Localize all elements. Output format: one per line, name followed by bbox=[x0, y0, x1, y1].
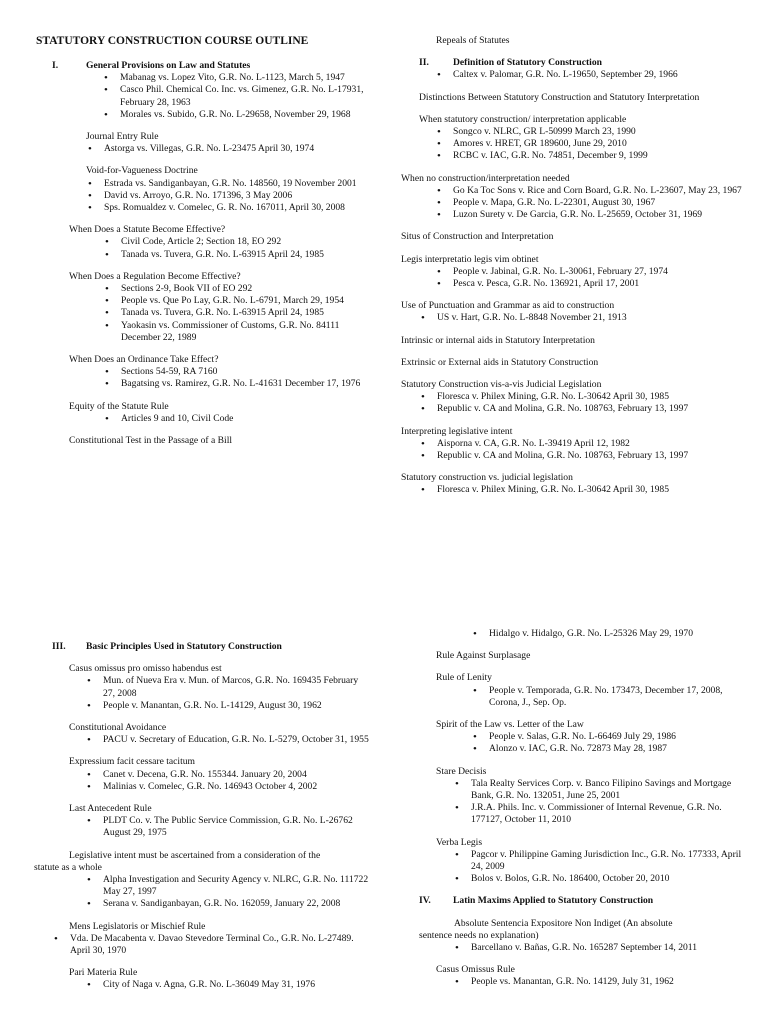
case-list bbox=[85, 979, 372, 991]
topic-heading: Stare Decisis bbox=[436, 765, 487, 777]
topic-heading: Distinctions Between Statutory Construction and Statutory Interpretation bbox=[419, 91, 700, 103]
topic-heading: Spirit of the Law vs. Letter of the Law bbox=[436, 719, 584, 731]
case-list bbox=[102, 72, 372, 121]
case-list bbox=[86, 178, 372, 215]
topic-heading: Repeals of Statutes bbox=[436, 35, 510, 46]
topic-heading: Use of Punctuation and Grammar as aid to construction bbox=[401, 300, 615, 312]
section-heading-4 bbox=[419, 895, 747, 907]
topic-heading-continued: statute as a whole bbox=[34, 861, 102, 873]
list-item: • Astorga vs. Villegas, G.R. No. L-23475 April 30, 1974 bbox=[86, 143, 372, 155]
document-title: STATUTORY CONSTRUCTION COURSE OUTLINE bbox=[36, 35, 309, 47]
list-item: • Amores v. HRET, GR 189600, June 29, 2010 bbox=[435, 138, 746, 150]
list-item: • Sps. Romualdez v. Comelec, G. R. No. 167011, April 30, 2008 bbox=[86, 202, 372, 214]
topic-heading: Mens Legislatoris or Mischief Rule bbox=[69, 920, 206, 932]
case-list bbox=[453, 976, 747, 988]
list-item: • People vs. Manantan, G.R. No. 14129, July 31, 1962 bbox=[453, 976, 747, 988]
topic-heading: Rule Against Surplasage bbox=[436, 650, 531, 662]
list-item: • Sections 2-9, Book VII of EO 292 bbox=[103, 283, 372, 295]
list-item: • Mabanag vs. Lopez Vito, G.R. No. L-1123, March 5, 1947 bbox=[102, 72, 372, 84]
list-item: • Alpha Investigation and Security Agency v. NLRC, G.R. No. 111722 May 27, 1997 bbox=[85, 874, 372, 898]
topic-heading: Intrinsic or internal aids in Statutory Interpretation bbox=[401, 334, 595, 346]
list-item: • Mun. of Nueva Era v. Mun. of Marcos, G.R. No. 169435 February 27, 2008 bbox=[85, 675, 372, 699]
list-item: • Floresca v. Philex Mining, G.R. No. L-30642 April 30, 1985 bbox=[419, 391, 746, 403]
case-list bbox=[52, 933, 372, 957]
list-item: • Articles 9 and 10, Civil Code bbox=[103, 413, 372, 425]
page1-left-column bbox=[52, 60, 372, 447]
list-item: • Tala Realty Services Corp. v. Banco Filipino Savings and Mortgage Bank, G.R. No. 132051, June 25, 2001 bbox=[453, 778, 747, 802]
case-list bbox=[435, 266, 746, 290]
topic-heading: Last Antecedent Rule bbox=[69, 803, 152, 815]
list-item: • Aisporna v. CA, G.R. No. L-39419 April 12, 1982 bbox=[419, 438, 746, 450]
topic-heading: Casus Omissus Rule bbox=[436, 964, 515, 976]
section-title: Basic Principles Used in Statutory Construction bbox=[86, 641, 282, 652]
case-list bbox=[85, 769, 372, 793]
list-item: • Yaokasin vs. Commissioner of Customs, G.R. No. 84111 December 22, 1989 bbox=[103, 320, 372, 344]
case-list bbox=[85, 734, 372, 746]
page1-right-column bbox=[401, 35, 746, 497]
list-item: • Songco v. NLRC, GR L-50999 March 23, 1990 bbox=[435, 126, 746, 138]
section-number: II. bbox=[419, 57, 429, 69]
topic-heading: When no construction/interpretation needed bbox=[401, 172, 570, 184]
section-number: I. bbox=[52, 60, 59, 71]
case-list bbox=[419, 484, 746, 496]
topic-heading: Constitutional Test in the Passage of a Bill bbox=[69, 435, 233, 447]
case-list bbox=[85, 815, 372, 839]
case-list bbox=[103, 413, 372, 425]
topic-heading: Verba Legis bbox=[436, 836, 483, 848]
case-list bbox=[103, 366, 372, 390]
case-list bbox=[419, 312, 746, 324]
topic-heading: Constitutional Avoidance bbox=[69, 722, 167, 734]
case-list bbox=[435, 69, 746, 81]
topic-heading: Expressium facit cessare tacitum bbox=[69, 756, 196, 768]
list-item: • David vs. Arroyo, G.R. No. 171396, 3 May 2006 bbox=[86, 190, 372, 202]
list-item: • Tanada vs. Tuvera, G.R. No. L-63915 April 24, 1985 bbox=[103, 249, 372, 261]
list-item: • J.R.A. Phils. Inc. v. Commissioner of Internal Revenue, G.R. No. 177127, October 11, 2010 bbox=[453, 802, 747, 826]
list-item: • Morales vs. Subido, G.R. No. L-29658, November 29, 1968 bbox=[102, 109, 372, 121]
topic-heading: When statutory construction/ interpretation applicable bbox=[419, 113, 627, 125]
page2-right-column bbox=[419, 628, 747, 989]
list-item: • Malinias v. Comelec, G.R. No. 146943 October 4, 2002 bbox=[85, 781, 372, 793]
case-list bbox=[471, 731, 747, 755]
list-item: • Floresca v. Philex Mining, G.R. No. L-30642 April 30, 1985 bbox=[419, 484, 746, 496]
topic-heading-continued: sentence needs no explanation) bbox=[419, 929, 539, 941]
list-item: • Alonzo v. IAC, G.R. No. 72873 May 28, 1987 bbox=[471, 743, 747, 755]
case-list bbox=[453, 778, 747, 827]
list-item: • Republic v. CA and Molina, G.R. No. 108763, February 13, 1997 bbox=[419, 450, 746, 462]
topic-heading: When Does a Statute Become Effective? bbox=[69, 224, 226, 236]
topic-heading: Absolute Sentencia Expositore Non Indiget (An absolute bbox=[454, 917, 673, 929]
topic-heading: When Does a Regulation Become Effective? bbox=[69, 270, 241, 282]
list-item: • Estrada vs. Sandiganbayan, G.R. No. 148560, 19 November 2001 bbox=[86, 178, 372, 190]
case-list bbox=[435, 126, 746, 163]
topic-heading: Pari Materia Rule bbox=[69, 967, 138, 979]
case-list bbox=[419, 391, 746, 415]
section-heading-1 bbox=[52, 60, 372, 72]
list-item: • US v. Hart, G.R. No. L-8848 November 21, 1913 bbox=[419, 312, 746, 324]
topic-heading: Situs of Construction and Interpretation bbox=[401, 231, 554, 243]
topic-heading: Interpreting legislative intent bbox=[401, 425, 513, 437]
list-item: • Luzon Surety v. De Garcia, G.R. No. L-25659, October 31, 1969 bbox=[435, 209, 746, 221]
list-item: • Sections 54-59, RA 7160 bbox=[103, 366, 372, 378]
list-item: • Hidalgo v. Hidalgo, G.R. No. L-25326 May 29, 1970 bbox=[471, 628, 747, 640]
case-list bbox=[85, 675, 372, 712]
section-heading-3 bbox=[52, 641, 372, 653]
section-number: III. bbox=[52, 641, 66, 652]
list-item: • Serana v. Sandiganbayan, G.R. No. 162059, January 22, 2008 bbox=[85, 898, 372, 910]
section-number: IV. bbox=[419, 895, 431, 907]
section-title: General Provisions on Law and Statutes bbox=[86, 60, 251, 71]
topic-heading: Journal Entry Rule bbox=[86, 131, 159, 143]
list-item: • Bagatsing vs. Ramirez, G.R. No. L-41631 December 17, 1976 bbox=[103, 378, 372, 390]
case-list bbox=[471, 628, 747, 640]
topic-heading: Casus omissus pro omisso habendus est bbox=[69, 663, 222, 675]
list-item: • Vda. De Macabenta v. Davao Stevedore Terminal Co., G.R. No. L-27489. April 30, 1970 bbox=[52, 933, 372, 957]
list-item: • People v. Temporada, G.R. No. 173473, December 17, 2008, Corona, J., Sep. Op. bbox=[471, 685, 747, 709]
case-list bbox=[453, 849, 747, 886]
list-item: • Caltex v. Palomar, G.R. No. L-19650, September 29, 1966 bbox=[435, 69, 746, 81]
list-item: • Casco Phil. Chemical Co. Inc. vs. Gimenez, G.R. No. L-17931, February 28, 1963 bbox=[102, 84, 372, 108]
section-title: Latin Maxims Applied to Statutory Construction bbox=[453, 895, 654, 907]
case-list bbox=[103, 236, 372, 260]
list-item: • Canet v. Decena, G.R. No. 155344. January 20, 2004 bbox=[85, 769, 372, 781]
topic-heading: Rule of Lenity bbox=[436, 672, 492, 684]
topic-heading: Void-for-Vagueness Doctrine bbox=[86, 165, 198, 177]
case-list bbox=[471, 685, 747, 709]
topic-heading: Statutory construction vs. judicial legislation bbox=[401, 472, 573, 484]
case-list bbox=[103, 283, 372, 344]
list-item: • Tanada vs. Tuvera, G.R. No. L-63915 April 24, 1985 bbox=[103, 307, 372, 319]
list-item: • People v. Mapa, G.R. No. L-22301, August 30, 1967 bbox=[435, 197, 746, 209]
list-item: • Civil Code, Article 2; Section 18, EO 292 bbox=[103, 236, 372, 248]
list-item: • RCBC v. IAC, G.R. No. 74851, December 9, 1999 bbox=[435, 150, 746, 162]
topic-heading: When Does an Ordinance Take Effect? bbox=[69, 354, 219, 366]
list-item: • Go Ka Toc Sons v. Rice and Corn Board, G.R. No. L-23607, May 23, 1967 bbox=[435, 185, 746, 197]
section-title: Definition of Statutory Construction bbox=[453, 57, 602, 69]
topic-heading: Legislative intent must be ascertained from a consideration of the bbox=[69, 849, 321, 861]
page2-left-column bbox=[34, 641, 372, 992]
topic-heading: Equity of the Statute Rule bbox=[69, 400, 169, 412]
list-item: • Barcellano v. Bañas, G.R. No. 165287 September 14, 2011 bbox=[453, 942, 747, 954]
list-item: • People vs. Que Po Lay, G.R. No. L-6791, March 29, 1954 bbox=[103, 295, 372, 307]
topic-heading: Legis interpretatio legis vim obtinet bbox=[401, 253, 539, 265]
case-list bbox=[85, 874, 372, 911]
list-item: • People v. Salas, G.R. No. L-66469 July 29, 1986 bbox=[471, 731, 747, 743]
list-item: • Republic v. CA and Molina, G.R. No. 108763, February 13, 1997 bbox=[419, 403, 746, 415]
case-list bbox=[86, 143, 372, 155]
case-list bbox=[453, 942, 747, 954]
list-item: • People v. Manantan, G.R. No. L-14129, August 30, 1962 bbox=[85, 700, 372, 712]
section-heading-2 bbox=[401, 57, 746, 69]
list-item: • Bolos v. Bolos, G.R. No. 186400, October 20, 2010 bbox=[453, 873, 747, 885]
topic-heading: Extrinsic or External aids in Statutory Construction bbox=[401, 356, 599, 368]
list-item: • City of Naga v. Agna, G.R. No. L-36049 May 31, 1976 bbox=[85, 979, 372, 991]
case-list bbox=[435, 185, 746, 222]
list-item: • Pagcor v. Philippine Gaming Jurisdiction Inc., G.R. No. 177333, April 24, 2009 bbox=[453, 849, 747, 873]
topic-heading: Statutory Construction vis-a-vis Judicial Legislation bbox=[401, 379, 602, 391]
list-item: • People v. Jabinal, G.R. No. L-30061, February 27, 1974 bbox=[435, 266, 746, 278]
list-item: • PACU v. Secretary of Education, G.R. No. L-5279, October 31, 1955 bbox=[85, 734, 372, 746]
list-item: • PLDT Co. v. The Public Service Commission, G.R. No. L-26762 August 29, 1975 bbox=[85, 815, 372, 839]
case-list bbox=[419, 438, 746, 462]
list-item: • Pesca v. Pesca, G.R. No. 136921, April 17, 2001 bbox=[435, 278, 746, 290]
